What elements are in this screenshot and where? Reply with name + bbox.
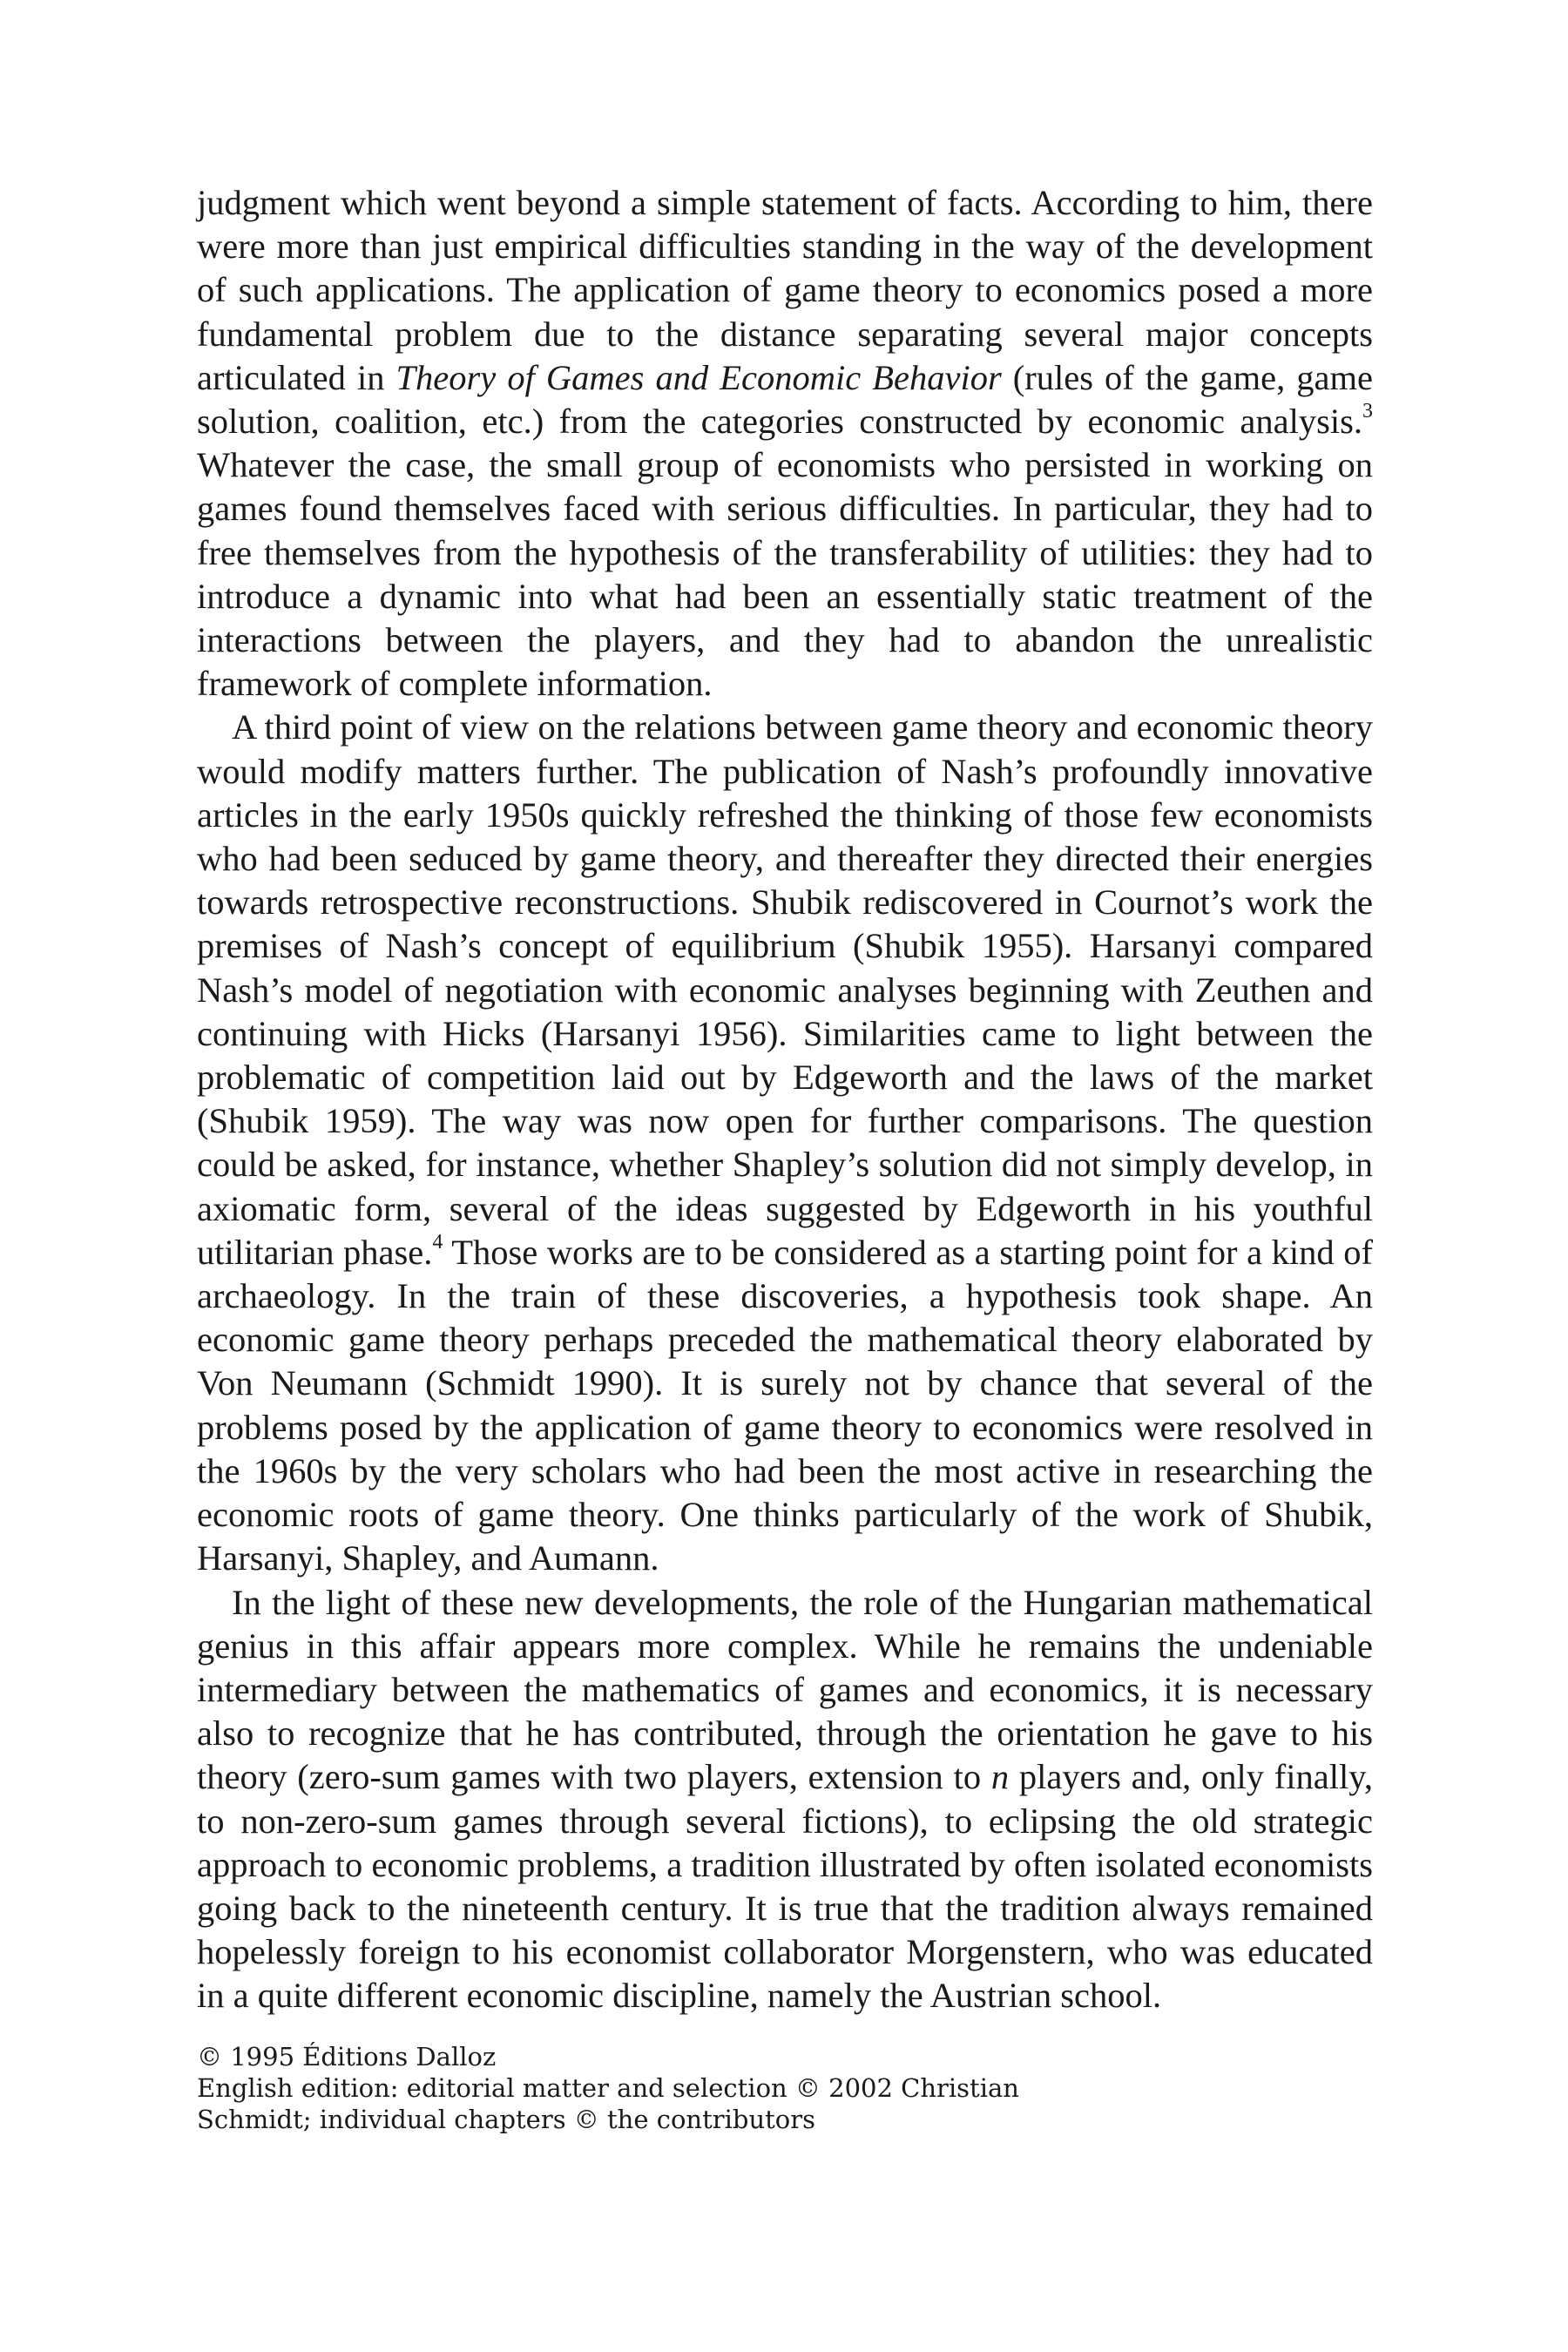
footnote-marker: 4 xyxy=(432,1230,443,1254)
page-body xyxy=(197,181,1373,2135)
text-run: (rules of the game, game solution, coalition, etc.) from the categories constructed by economic analysis. xyxy=(197,357,1373,442)
copyright-line-3: Schmidt; individual chapters © the contributors xyxy=(197,2104,815,2134)
footnote-marker: 3 xyxy=(1362,400,1373,423)
copyright-line-1: © 1995 Éditions Dalloz xyxy=(197,2041,497,2072)
paragraph-2 xyxy=(197,706,1373,1580)
text-run: A third point of view on the relations between game theory and economic theory would modify matters further. The publication of Nash’s profoundly innovative articles in the early 1950s quickly refreshed the thinking of those few economists who had been seduced by game theory, and thereafter they directed their energies towards retrospective reconstructions. Shubik rediscovered in Cournot’s work the premises of Nash’s concept of equilibrium (Shubik 1955). Harsanyi compared Nash’s model of negotiation with economic analyses beginning with Zeuthen and continuing with Hicks (Harsanyi 1956). Similarities came to light between the problematic of competition laid out by Edgeworth and the laws of the market (Shubik 1959). The way was now open for further comparisons. The question could be asked, for instance, whether Shapley’s solution did not simply develop, in axiomatic form, several of the ideas suggested by Edgeworth in his youthful utilitarian phase. xyxy=(197,707,1373,1272)
text-run: Those works are to be considered as a starting point for a kind of archaeology. In the train of these discoveries, a hypothesis took shape. An economic game theory perhaps preceded the mathematical theory elaborated by Von Neumann (Schmidt 1990). It is surely not by chance that several of the problems posed by the application of game theory to economics were resolved in the 1960s by the very scholars who had been the most active in researching the economic roots of game theory. One thinks particularly of the work of Shubik, Harsanyi, Shapley, and Aumann. xyxy=(197,1232,1373,1578)
paragraph-1 xyxy=(197,181,1373,706)
text-run: judgment which went beyond a simple statement of facts. According to him, there were more than just empirical difficulties standing in the way of the development of such applications. The application of game theory to economics posed a more fundamental problem due to the distance separating several major concepts articulated in xyxy=(197,183,1373,397)
paragraph-3 xyxy=(197,1581,1373,2018)
italic-text: Theory of Games and Economic Behavior xyxy=(395,357,1002,397)
text-run: players and, only finally, to non-zero-sum games through several fictions), to eclipsing the old strategic approach to economic problems, a tradition illustrated by often isolated economists going back to the nineteenth century. It is true that the tradition always remained hopelessly foreign to his economist collaborator Morgenstern, who was educated in a quite different economic discipline, namely the Austrian school. xyxy=(197,1757,1373,2016)
text-run: Whatever the case, the small group of economists who persisted in working on games found themselves faced with serious difficulties. In particular, they had to free themselves from the hypothesis of the transferability of utilities: they had to introduce a dynamic into what had been an essentially static treatment of the interactions between the players, and they had to abandon the unrealistic framework of complete information. xyxy=(197,445,1373,704)
copyright-notice xyxy=(197,2041,1033,2135)
italic-text: n xyxy=(990,1757,1010,1797)
text-run: In the light of these new developments, the role of the Hungarian mathematical genius in this affair appears more complex. While he remains the undeniable intermediary between the mathematics of games and economics, it is necessary also to recognize that he has contributed, through the orientation he gave to his theory (zero-sum games with two players, extension to xyxy=(197,1582,1373,1797)
copyright-line-2: English edition: editorial matter and selection © 2002 Christian xyxy=(197,2072,1019,2103)
